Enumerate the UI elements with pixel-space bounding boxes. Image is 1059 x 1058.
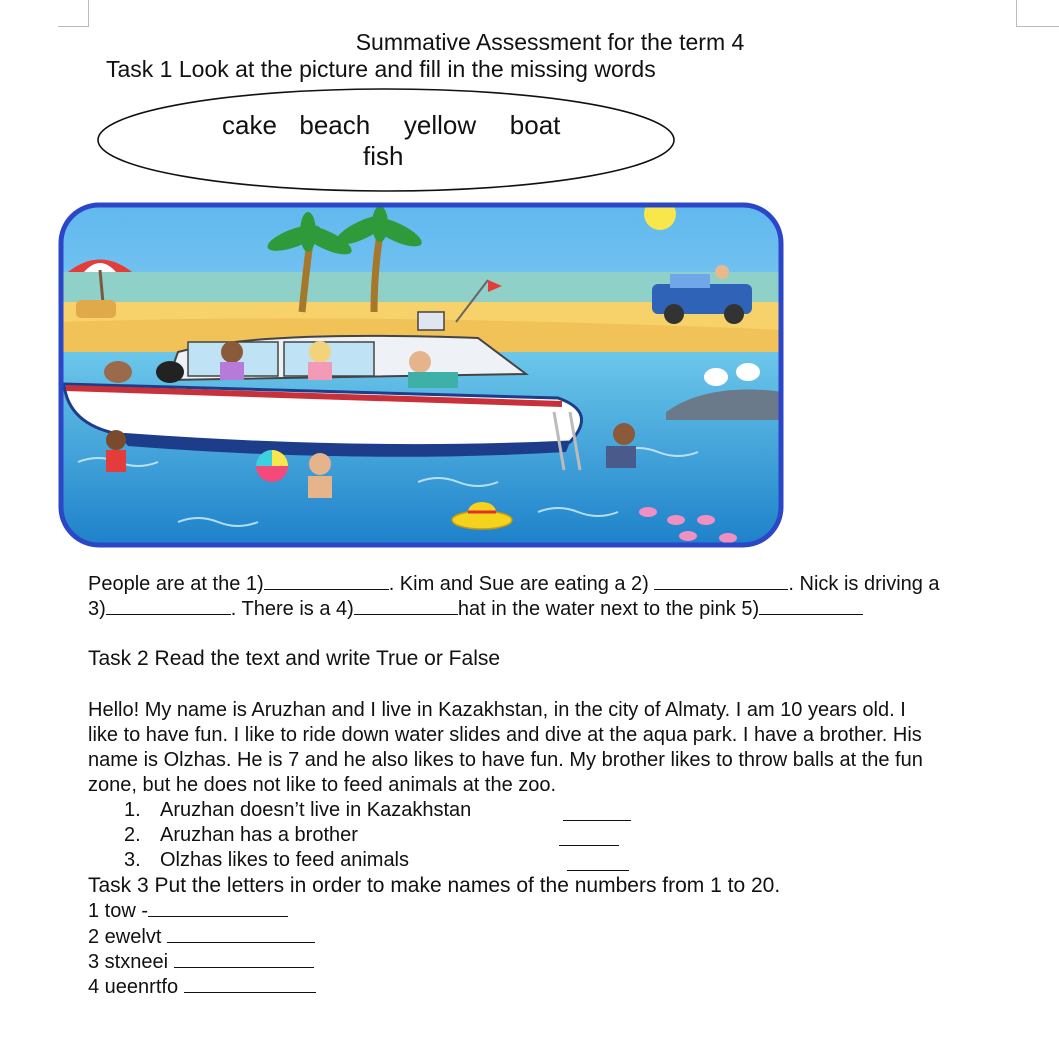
task2-heading: Task 2 Read the text and write True or False [88, 647, 501, 670]
question-number: 2. [124, 824, 141, 846]
story-line: name is Olzhas. He is 7 and he also likes to have fun. My brother likes to throw balls at the fun [88, 749, 923, 771]
fill-text-2b: . There is a 4) [230, 598, 354, 620]
answer-blank-2[interactable] [654, 572, 788, 590]
scramble-word: 2 ewelvt [88, 926, 167, 948]
page-corner-mark-left [58, 0, 89, 27]
scramble-answer-blank-2[interactable] [167, 925, 315, 943]
scramble-item-4 [88, 975, 316, 999]
question-number: 1. [124, 799, 141, 821]
word-bank-line-2: fish [363, 141, 404, 171]
question-text: Aruzhan has a brother [160, 824, 358, 846]
answer-blank-1[interactable] [264, 572, 389, 590]
fill-text-1a: People are at the 1) [88, 573, 264, 595]
question-2 [124, 823, 358, 848]
document-title: Summative Assessment for the term 4 [355, 29, 745, 55]
question-1 [124, 798, 471, 823]
question-3 [124, 848, 409, 873]
scramble-item-1 [88, 899, 288, 923]
answer-blank-4[interactable] [354, 597, 458, 615]
word-bank-line-1: cake beach yellow boat [222, 110, 561, 140]
scramble-word: 4 ueenrtfo [88, 976, 184, 998]
fill-line-1 [88, 572, 1018, 597]
fill-line-2 [88, 597, 1018, 622]
fill-text-2a: 3) [88, 598, 106, 620]
beach-scene-picture [58, 202, 784, 548]
question-number: 3. [124, 849, 141, 871]
scramble-word: 1 tow - [88, 900, 149, 922]
page-corner-mark-right [1016, 0, 1059, 27]
scramble-answer-blank-4[interactable] [184, 975, 316, 993]
fill-text-1c: . Nick is driving a [788, 573, 940, 595]
task1-fill-sentences [88, 572, 1018, 622]
true-false-blank-1[interactable] [563, 803, 631, 821]
question-text: Aruzhan doesn’t live in Kazakhstan [160, 799, 472, 821]
story-line: Hello! My name is Aruzhan and I live in Kazakhstan, in the city of Almaty. I am 10 years old. I [88, 699, 906, 721]
scramble-word: 3 stxneei [88, 951, 174, 973]
scramble-item-2 [88, 925, 315, 949]
fill-text-1b: . Kim and Sue are eating a 2) [388, 573, 655, 595]
true-false-blank-2[interactable] [559, 828, 619, 846]
task2-story [88, 698, 1013, 798]
fill-text-2c: hat in the water next to the pink 5) [457, 598, 760, 620]
scramble-answer-blank-3[interactable] [174, 950, 314, 968]
scramble-answer-blank-1[interactable] [148, 899, 288, 917]
answer-blank-3[interactable] [106, 597, 231, 615]
story-line: like to have fun. I like to ride down water slides and dive at the aqua park. I have a brother. His [88, 724, 922, 746]
question-text: Olzhas likes to feed animals [160, 849, 410, 871]
answer-blank-5[interactable] [759, 597, 863, 615]
task3-heading: Task 3 Put the letters in order to make names of the numbers from 1 to 20. [88, 874, 781, 897]
story-line: zone, but he does not like to feed animals at the zoo. [88, 774, 557, 796]
task1-heading: Task 1 Look at the picture and fill in the missing words [106, 56, 656, 82]
true-false-blank-3[interactable] [567, 853, 629, 871]
scramble-item-3 [88, 950, 314, 974]
